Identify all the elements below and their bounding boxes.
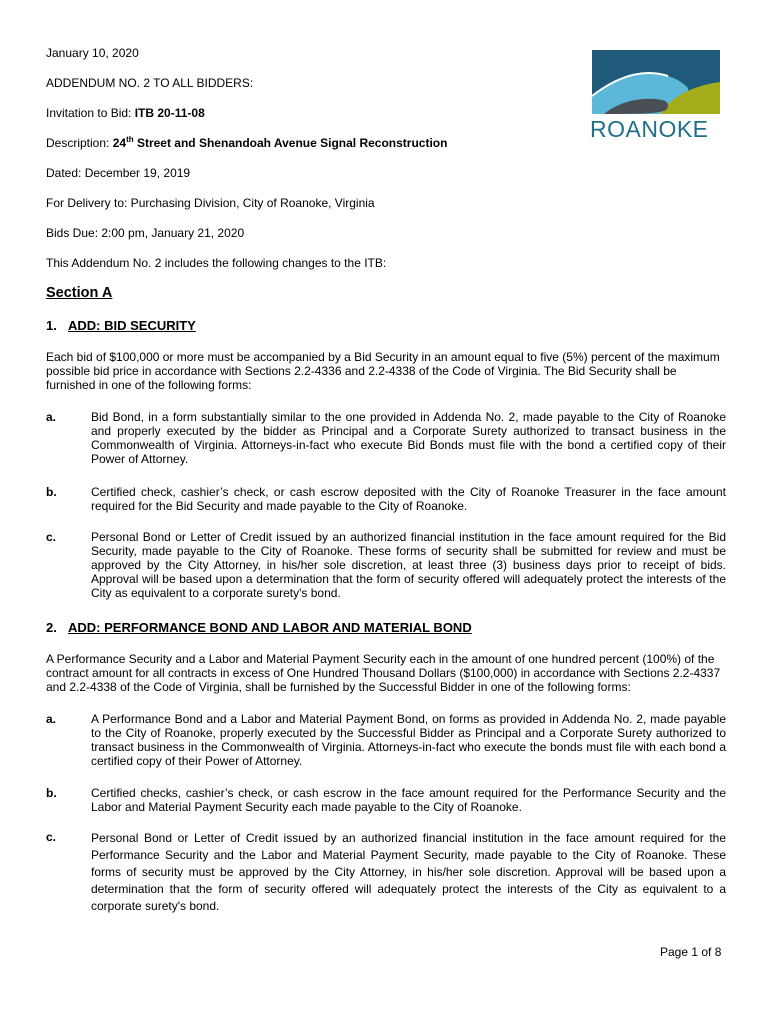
section-1-number: 1. [46, 318, 57, 333]
section-2-intro: A Performance Security and a Labor and Material Payment Security each in the amount of one hundred percent (100%) of the contract amount for all contracts in excess of One Hundred Thousand Dollars ($100,000) in accordance with Sections 2.2-4337 and 2.2-4338 of the Code of Virginia, shall be furnished by the Successful Bidder in one of the following forms: [46, 652, 721, 694]
letter-date: January 10, 2020 [46, 46, 139, 60]
section-2-title: ADD: PERFORMANCE BOND AND LABOR AND MATERIAL BOND [68, 620, 472, 635]
item-text: Certified check, cashier’s check, or cash escrow deposited with the City of Roanoke Treasurer in the face amount required for the Bid Security and made payable to the City of Roanoke. [91, 485, 726, 513]
item-label: b. [46, 786, 57, 800]
section-2-item-a [46, 712, 726, 768]
section-2-item-c [46, 830, 726, 915]
addendum-title: ADDENDUM NO. 2 TO ALL BIDDERS: [46, 76, 254, 90]
invitation-line [46, 106, 205, 120]
item-label: c. [46, 830, 57, 844]
item-label: c. [46, 530, 57, 544]
section-a-heading: Section A [46, 285, 113, 301]
section-2-number: 2. [46, 620, 57, 635]
includes-line: This Addendum No. 2 includes the following changes to the ITB: [46, 256, 387, 270]
bids-due-line: Bids Due: 2:00 pm, January 21, 2020 [46, 226, 245, 240]
invitation-value: ITB 20-11-08 [134, 106, 205, 120]
item-label: a. [46, 410, 57, 424]
page-number: Page 1 of 8 [660, 945, 722, 959]
description-superscript: th [126, 135, 134, 144]
item-text: Personal Bond or Letter of Credit issued by an authorized financial institution in the face amount required for the Performance Security and the Labor and Material Payment Security, made payable to the City of Roanoke. These forms of security must be approved by the City Attorney, in his/her sole discretion. Approval will be based upon a determination that the form of security offered will adequately protect the interests of the City as equivalent to a corporate surety's bond. [91, 831, 726, 913]
section-2-heading [46, 620, 472, 635]
section-1-title: ADD: BID SECURITY [68, 318, 196, 333]
invitation-label: Invitation to Bid: [46, 106, 135, 120]
description-label: Description: [46, 136, 113, 150]
section-1-item-b [46, 485, 726, 513]
section-1-item-c [46, 530, 726, 600]
section-2-item-b [46, 786, 726, 814]
item-text: Certified checks, cashier’s check, or cash escrow in the face amount required for the Performance Security and the Labor and Material Payment Security each made payable to the City of Roanoke. [91, 786, 726, 814]
item-label: b. [46, 485, 57, 499]
item-text: A Performance Bond and a Labor and Material Payment Bond, on forms as provided in Addenda No. 2, made payable to the City of Roanoke, properly executed by the Successful Bidder as Principal and a Corporate Surety authorized to transact business in the Commonwealth of Virginia. Attorneys-in-fact who execute the bonds must file with each bond a certified copy of their Power of Attorney. [91, 712, 726, 768]
description-text: Street and Shenandoah Avenue Signal Reconstruction [133, 136, 448, 150]
item-text: Bid Bond, in a form substantially similar to the one provided in Addenda No. 2, made payable to the City of Roanoke and properly executed by the bidder as Principal and a Corporate Surety authorized to transact business in the Commonwealth of Virginia. Attorneys-in-fact who execute Bid Bonds must file with the bond a certified copy of their Power of Attorney. [91, 410, 726, 466]
description-number: 24 [112, 136, 127, 150]
section-1-intro: Each bid of $100,000 or more must be accompanied by a Bid Security in an amount equal to five (5%) percent of the maximum possible bid price in accordance with Sections 2.2-4336 and 2.2-4338 of the Code of Virginia. The Bid Security shall be furnished in one of the following forms: [46, 350, 720, 392]
delivery-line: For Delivery to: Purchasing Division, City of Roanoke, Virginia [46, 196, 375, 210]
section-1-item-a [46, 410, 726, 466]
item-label: a. [46, 712, 57, 726]
item-text: Personal Bond or Letter of Credit issued by an authorized financial institution in the face amount required for the Bid Security, made payable to the City of Roanoke. These forms of security shall be submitted for review and must be approved by the City Attorney, in his/her sole discretion, at least three (3) business days prior to receipt of bids. Approval will be based upon a determination that the form of security offered will adequately protect the interests of the City as equivalent to a corporate surety's bond. [91, 530, 726, 600]
description-line [46, 136, 447, 150]
section-1-heading [46, 318, 196, 333]
dated-line: Dated: December 19, 2019 [46, 166, 191, 180]
logo-wordmark: ROANOKE [590, 116, 709, 142]
